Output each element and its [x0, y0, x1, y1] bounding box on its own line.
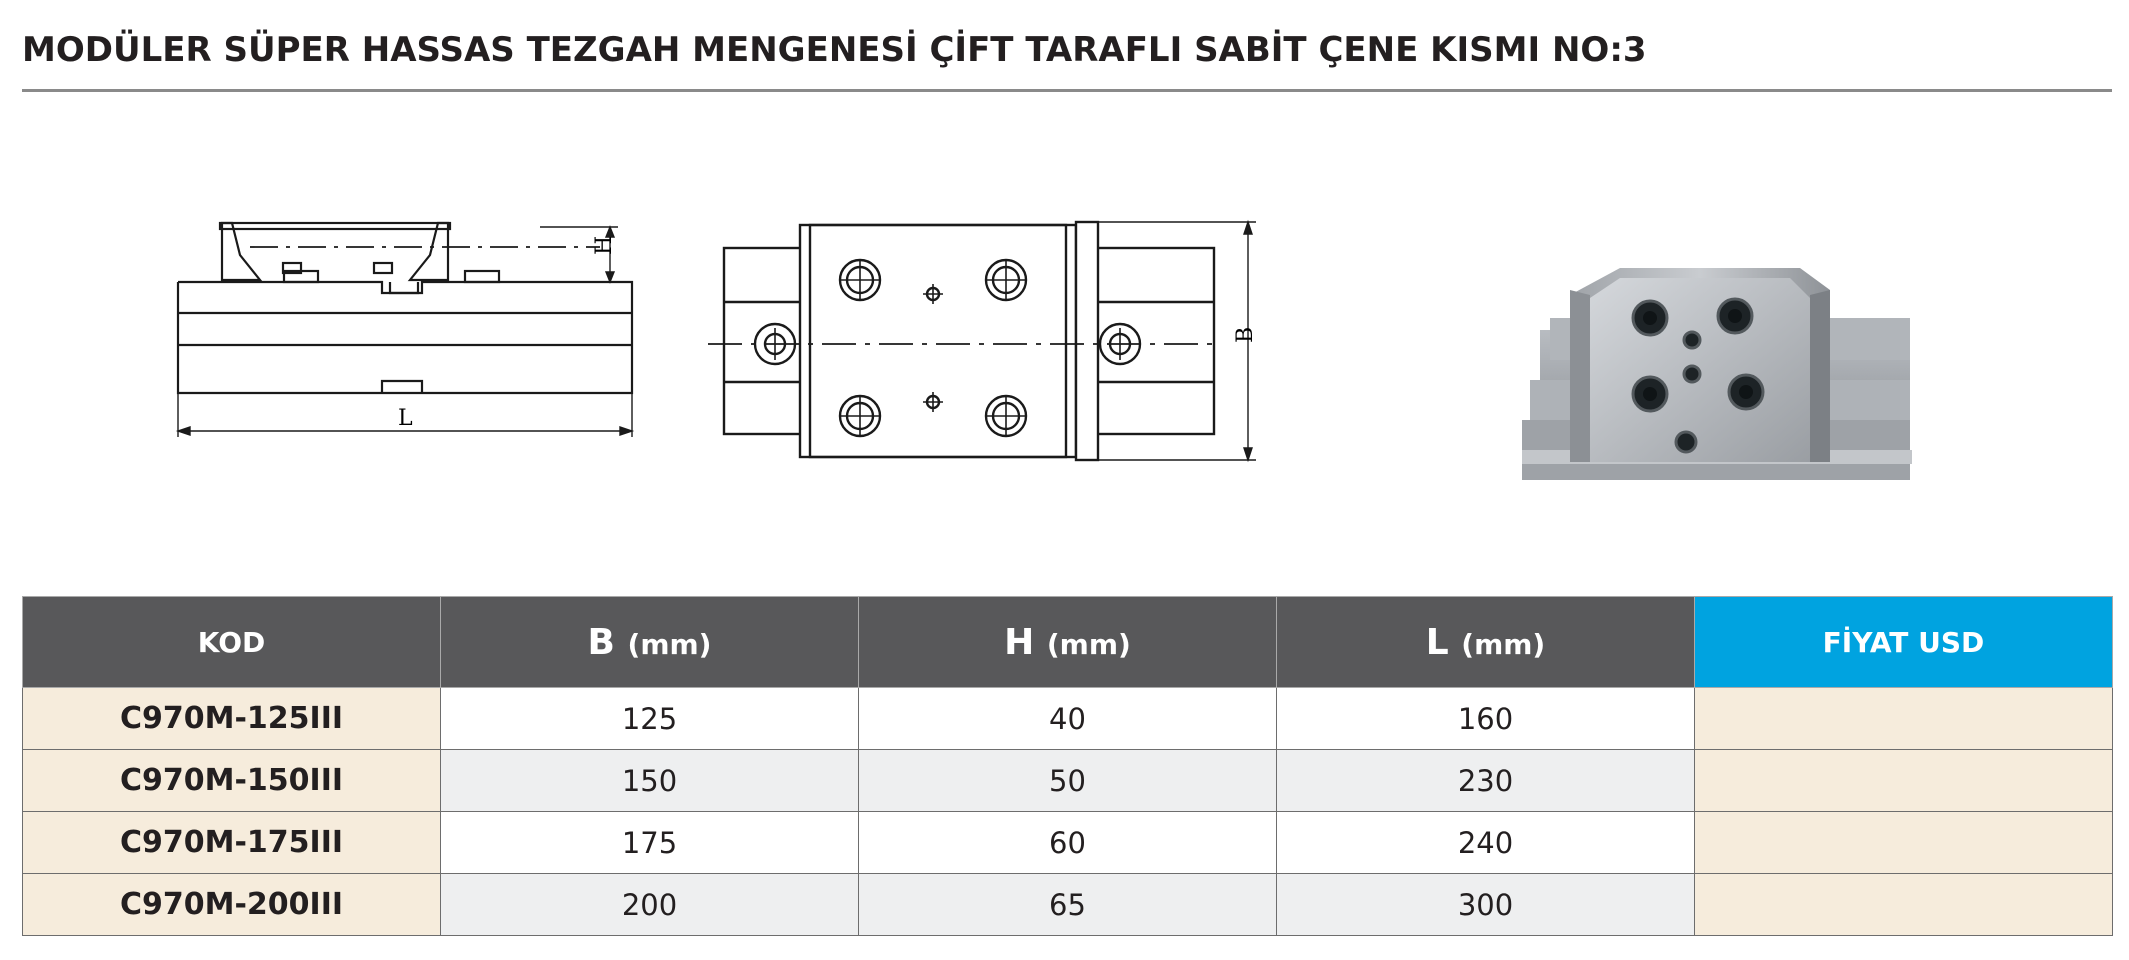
cell-price: [1695, 750, 2113, 812]
cell-h: 65: [859, 874, 1277, 936]
col-header-l-unit: (mm): [1461, 627, 1546, 661]
cell-l: 300: [1277, 874, 1695, 936]
spec-table: [22, 596, 2113, 936]
cell-code: C970M-150III: [23, 750, 441, 812]
table-row: [23, 812, 2113, 874]
cell-l: 160: [1277, 688, 1695, 750]
col-header-price: FİYAT USD: [1695, 597, 2113, 688]
dim-length-label: L: [398, 406, 413, 431]
cell-h: 40: [859, 688, 1277, 750]
cell-code: C970M-175III: [23, 812, 441, 874]
cell-l: 240: [1277, 812, 1695, 874]
table-header-row: [23, 597, 2113, 688]
col-header-h-label: H: [1004, 621, 1035, 663]
cell-code: C970M-125III: [23, 688, 441, 750]
cell-price: [1695, 688, 2113, 750]
title-divider: [22, 89, 2112, 92]
col-header-b-unit: (mm): [627, 627, 712, 661]
cell-b: 200: [441, 874, 859, 936]
cell-code: C970M-200III: [23, 874, 441, 936]
top-view-drawing: [700, 210, 1260, 480]
side-view-drawing: [160, 205, 650, 465]
col-header-b: [441, 597, 859, 688]
cell-b: 125: [441, 688, 859, 750]
table-row: [23, 688, 2113, 750]
dim-width-label: B: [1233, 326, 1258, 343]
figures-area: [0, 110, 2129, 570]
col-header-l-label: L: [1425, 621, 1449, 663]
col-header-b-label: B: [587, 621, 615, 663]
cell-l: 230: [1277, 750, 1695, 812]
cell-price: [1695, 874, 2113, 936]
table-row: [23, 750, 2113, 812]
col-header-l: [1277, 597, 1695, 688]
table-row: [23, 874, 2113, 936]
cell-h: 50: [859, 750, 1277, 812]
cell-h: 60: [859, 812, 1277, 874]
cell-price: [1695, 812, 2113, 874]
product-photo: [1510, 180, 1920, 520]
page-title: MODÜLER SÜPER HASSAS TEZGAH MENGENESİ ÇİFT TARAFLI SABİT ÇENE KISMI NO:3: [22, 30, 1647, 70]
col-header-h-unit: (mm): [1046, 627, 1131, 661]
cell-b: 150: [441, 750, 859, 812]
dim-height-label: H: [592, 235, 617, 255]
cell-b: 175: [441, 812, 859, 874]
col-header-code: KOD: [23, 597, 441, 688]
col-header-h: [859, 597, 1277, 688]
